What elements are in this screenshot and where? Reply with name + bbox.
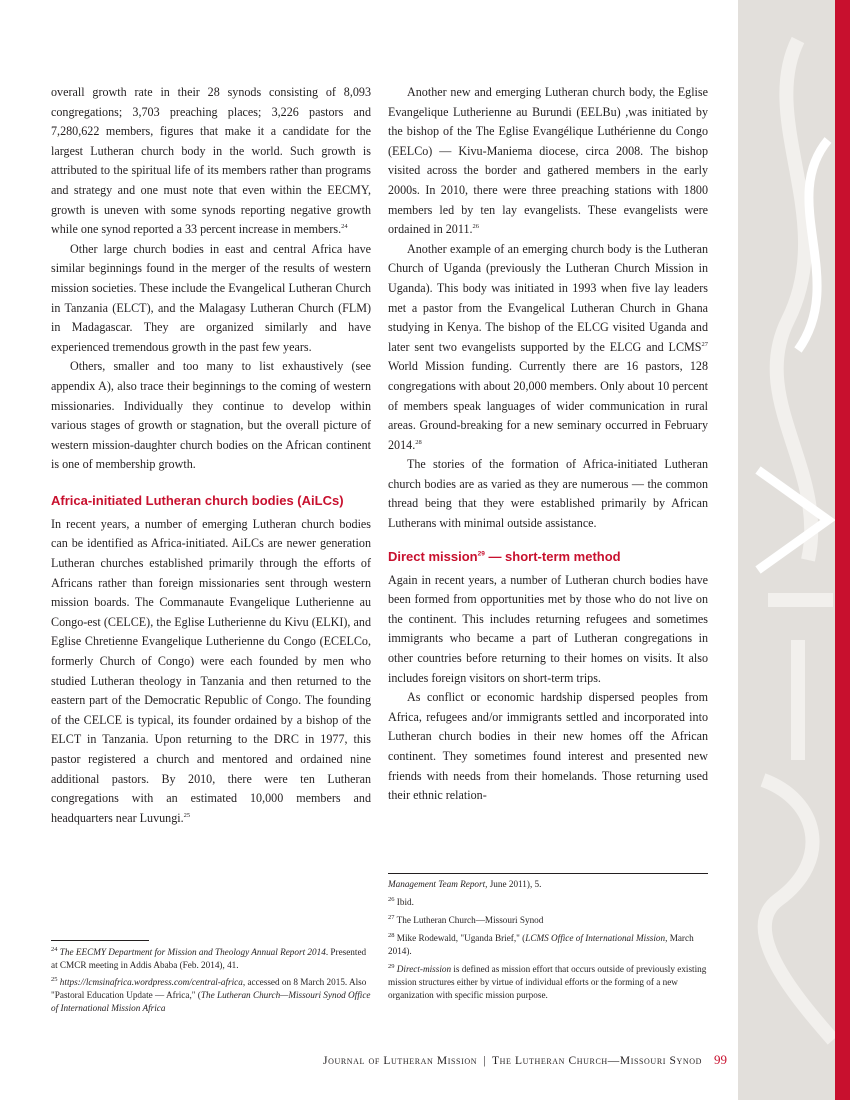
journal-title: Journal of Lutheran Mission — [323, 1055, 478, 1067]
footnote-ref: 27 — [701, 340, 708, 348]
footnote-25: $^{25}$ https://lcmsinafrica.wordpress.com/central-africa, accessed on 8 March 2015. Also "Pastoral Education Update — Africa," (The Lutheran Church—Missouri Synod Office of International Mission Africa — [51, 975, 371, 1013]
left-footnotes — [51, 946, 371, 1015]
body-paragraph: The stories of the formation of Africa-initiated Lutheran church bodies are as varied as they are numerous — the common thread being that they were established primarily by African Lutherans with minimal outside assistance. — [388, 457, 708, 531]
page-number: 99 — [714, 1052, 727, 1067]
section-heading: Africa-initiated Lutheran church bodies (AiLCs) — [51, 492, 344, 508]
footnote-ref: 24 — [341, 223, 348, 231]
footnote-27: $^{27}$ The Lutheran Church—Missouri Synod — [388, 913, 544, 925]
body-paragraph: Other large church bodies in east and central Africa have similar beginnings found in the merger of the results of western mission societies. These include the Evangelical Lutheran Church in Tanzania (ELCT), and the Malagasy Lutheran Church (FLM) in Madagascar. They are organized similarly and have experienced tremendous growth in the past few years. — [51, 241, 371, 354]
page-footer — [0, 1052, 727, 1068]
decorative-watermark-graphic — [738, 0, 835, 1100]
body-paragraph: overall growth rate in their 28 synods consisting of 8,093 congregations; 3,703 preaching places; 3,226 pastors and 7,280,622 members, figures that make it a candidate for the largest Lutheran church body in the world. Such growth is attributed to the spiritual life of its members rather than programs and strategy and one must note that even within the EECMY, growth is uneven with some synods reporting negative growth while one synod reported a 33 percent increase in members.$^{24}$ — [51, 85, 371, 237]
footer-separator: | — [483, 1055, 487, 1067]
publisher-name: The Lutheran Church—Missouri Synod — [492, 1055, 702, 1067]
body-paragraph: In recent years, a number of emerging Lutheran church bodies can be identified as Africa-initiated. AiLCs are newer generation Lutheran churches established primarily through the efforts of Africans rather than foreign missionaries sent through western mission boards. The Commanaute Evangelique Lutherienne au Congo-est (CELCE), the Eglise Lutherienne du Kivu (ELKI), and Eglise Chretienne Evangelique Lutherienne du Congo (ECELCo, formerly Church of Congo) were each founded by men who studied Lutheran theology in Tanzania and then returned to the eastern part of the Democratic Republic of Congo. The founding of the CELCE is typical, its founder ordained by a bishop of the ELCT in Tanzania. Upon returning to the DRC in 1977, this pastor registered a church and mentored and ordained nine additional pastors. By 2010, there were ten Lutheran congregations with an estimated 10,000 members and headquarters near Luvungi.$^{25}$ — [51, 516, 371, 825]
red-edge-stripe — [835, 0, 850, 1100]
decorative-side-band — [738, 0, 835, 1100]
footnote-ref: 26 — [472, 223, 480, 231]
footnote-ref: 25 — [183, 811, 191, 819]
body-paragraph: Again in recent years, a number of Lutheran church bodies have been formed from opportunities met by those who do not live on the continent. This includes returning refugees and sometimes immigrants who became a part of Lutheran congregations in other countries before returning to their homes on visits. It also includes foreign visitors on short-term trips. — [388, 572, 708, 685]
body-paragraph: As conflict or economic hardship dispersed peoples from Africa, refugees and/or immigrants settled and incorporated into Lutheran church bodies in their new homes off the African continent. They sometimes found interest and presented new friends with needs from their homelands. Those returning used their ethnic relation- — [388, 690, 708, 803]
footnote-link[interactable]: https://lcmsinafrica.wordpress.com/central-africa — [59, 977, 243, 987]
left-column — [51, 83, 371, 828]
footnote-continued: Management Team Report, June 2011), 5. — [388, 879, 542, 889]
footnote-divider — [388, 873, 708, 874]
body-paragraph: Another new and emerging Lutheran church body, the Eglise Evangelique Lutherienne au Burundi (EELBu) ,was initiated by the bishop of the The Eglise Evangélique Luthérienne du Congo (EELCo) — Kivu-Maniema diocese, circa 2008. The bishop visited across the border and gathered members in the early 2000s. In 2010, there were three preaching stations with 1800 members led by ten lay evangelists. These evangelists were ordained in 2011.26 — [388, 85, 708, 237]
right-column — [388, 83, 708, 806]
section-heading: Direct mission$^{29}$ — short-term method — [388, 548, 621, 564]
footnote-28: $^{28}$ Mike Rodewald, "Uganda Brief," (LCMS Office of International Mission, March 2014). — [388, 931, 694, 956]
body-paragraph: Another example of an emerging church body is the Lutheran Church of Uganda (previously the Lutheran Church Mission in Uganda). This body was initiated in 1993 when five lay leaders met a pastor from the Evangelical Lutheran Church in Ghana studying in Kenya. The bishop of the ELCG visited Uganda and later sent two evangelists supported by the ELCG and LCMS$^{27}$ World Mission funding. Currently there are 16 pastors, 128 congregations with about 20,000 members. Only about 10 percent of members speak languages of wider communication in rural areas. Ground-breaking for a new seminary occurred in February 2014.28 — [388, 241, 708, 452]
body-paragraph: Others, smaller and too many to list exhaustively (see appendix A), also trace their beginnings to the coming of western missionaries. Individually they continue to develop within various stages of growth or stagnation, but the overall picture of western mission-daughter church bodies on the African continent is one of membership growth. — [51, 359, 371, 472]
right-footnotes — [388, 878, 708, 1002]
footnote-24: $^{24}$ The EECMY Department for Mission and Theology Annual Report 2014. Presented at CMCR meeting in Addis Ababa (Feb. 2014), 41. — [51, 945, 367, 970]
footnote-26: $^{26}$ Ibid. — [388, 895, 414, 907]
footnote-ref: 28 — [415, 438, 422, 446]
footnote-29: $^{29}$ Direct-mission is defined as mission effort that occurs outside of previously existing mission structures either by virtue of individual efforts or the forming of a new organization with specific mission purpose. — [388, 962, 707, 1000]
footnote-divider — [51, 940, 149, 941]
